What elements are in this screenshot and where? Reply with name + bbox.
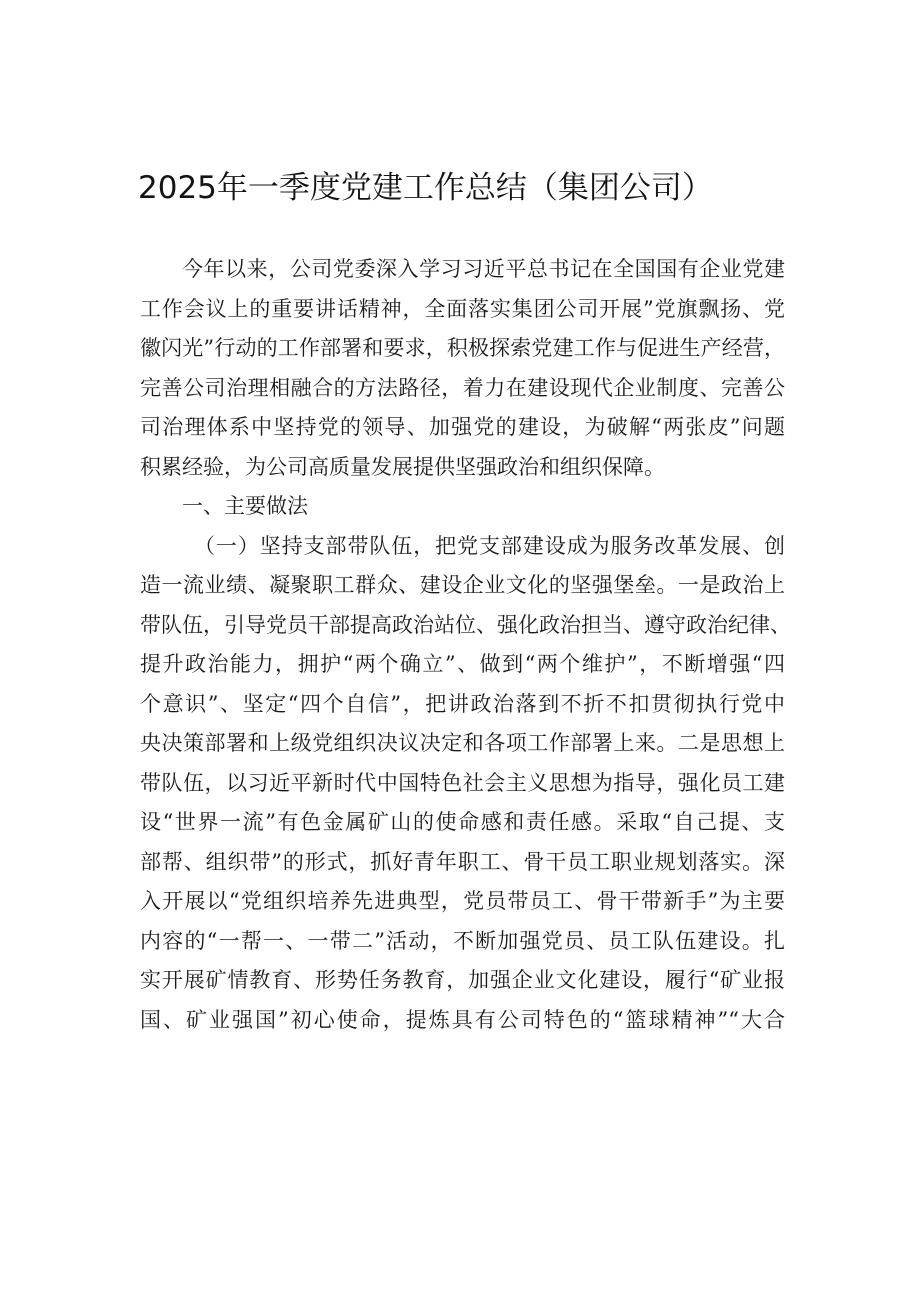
- paragraph-line: 央决策部署和上级党组织决议决定和各项工作部署上来。二是思想上: [140, 731, 785, 755]
- paragraph-line: 今年以来，公司党委深入学习习近平总书记在全国国有企业党建: [182, 257, 785, 281]
- paragraph-line: 司治理体系中坚持党的领导、加强党的建设，为破解“两张皮”问题: [140, 415, 785, 439]
- paragraph-line: （一）坚持支部带队伍，把党支部建设成为服务改革发展、创: [194, 533, 785, 558]
- paragraph-line: 设“世界一流”有色金属矿山的使命感和责任感。采取“自己提、支: [140, 810, 785, 834]
- paragraph-line: 部帮、组织带”的形式，抓好青年职工、骨干员工职业规划落实。深: [140, 849, 785, 874]
- paragraph-line: 积累经验，为公司高质量发展提供坚强政治和组织保障。: [140, 454, 665, 479]
- paragraph-line: 内容的“一帮一、一带二”活动，不断加强党员、员工队伍建设。扎: [140, 928, 785, 953]
- paragraph-line: 造一流业绩、凝聚职工群众、建设企业文化的坚强堡垒。一是政治上: [140, 573, 785, 597]
- paragraph-line: 入开展以“党组织培养先进典型，党员带员工、骨干带新手”为主要: [140, 889, 785, 913]
- document-title: 2025年一季度党建工作总结（集团公司）: [138, 170, 713, 206]
- paragraph-line: 提升政治能力，拥护“两个确立”、做到“两个维护”，不断增强“四: [140, 652, 785, 676]
- paragraph-line: 国、矿业强国”初心使命，提炼具有公司特色的“篮球精神”“大合: [140, 1007, 785, 1032]
- paragraph-line: 实开展矿情教育、形势任务教育，加强企业文化建设，履行“矿业报: [140, 968, 785, 992]
- paragraph-line: 徽闪光”行动的工作部署和要求，积极探索党建工作与促进生产经营，: [140, 336, 785, 360]
- paragraph-line: 工作会议上的重要讲话精神，全面落实集团公司开展”党旗飘扬、党: [140, 296, 785, 321]
- paragraph-line: 完善公司治理相融合的方法路径，着力在建设现代企业制度、完善公: [140, 375, 785, 400]
- document-body: [140, 250, 791, 1040]
- paragraph-line: 个意识”、坚定“四个自信”，把讲政治落到不折不扣贯彻执行党中: [140, 691, 785, 716]
- section-heading: 一、主要做法: [182, 494, 308, 518]
- paragraph-line: 带队伍，引导党员干部提高政治站位、强化政治担当、遵守政治纪律、: [140, 612, 791, 637]
- paragraph-line: 带队伍，以习近平新时代中国特色社会主义思想为指导，强化员工建: [140, 770, 785, 795]
